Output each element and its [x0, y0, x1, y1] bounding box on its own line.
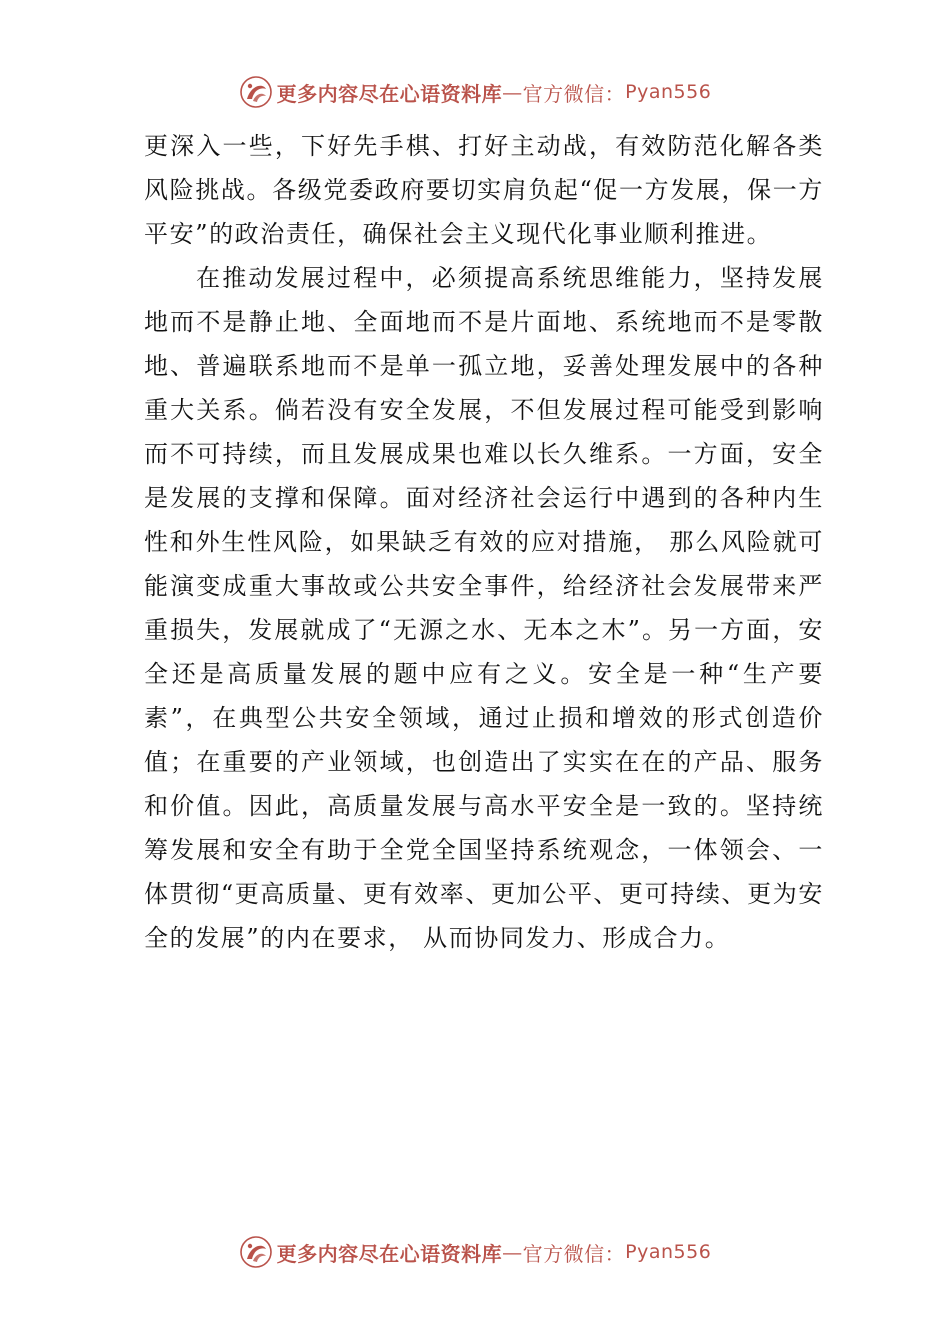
footer-separator: — [502, 1240, 523, 1264]
footer-brand-text: 更多内容尽在心语资料库 [276, 1241, 503, 1266]
swirl-logo-icon [239, 1235, 273, 1269]
header-separator: — [502, 80, 523, 104]
footer-watermark [0, 1232, 950, 1272]
header-wechat-id: Pyan556 [625, 81, 712, 103]
footer-wechat-id: Pyan556 [625, 1241, 712, 1263]
footer-wechat-label: 官方微信： [522, 1241, 626, 1266]
swirl-logo-icon [239, 75, 273, 109]
paragraph-2: 在推动发展过程中，必须提高系统思维能力，坚持发展地而不是静止地、全面地而不是片面地、系统地而不是零散地、普遍联系地而不是单一孤立地，妥善处理发展中的各种重大关系。倘若没有安全发展，不但发展过程可能受到影响而不可持续，而且发展成果也难以长久维系。一方面，安全是发展的支撑和保障。面对经济社会运行中遇到的各种内生性和外生性风险，如果缺乏有效的应对措施， 那么风险就可能演变成重大事故或公共安全事件，给经济社会发展带来严重损失，发展就成了“无源之水、无本之木”。另一方面，安全还是高质量发展的题中应有之义。安全是一种“生产要素”，在典型公共安全领域，通过止损和增效的形式创造价值；在重要的产业领域，也创造出了实实在在的产品、服务和价值。因此，高质量发展与高水平安全是一致的。坚持统筹发展和安全有助于全党全国坚持系统观念，一体领会、一体贯彻“更高质量、更有效率、更加公平、更可持续、更为安全的发展”的内在要求， 从而协同发力、形成合力。 [144, 264, 824, 952]
header-wechat-label: 官方微信： [522, 81, 626, 106]
document-body [144, 124, 824, 960]
header-brand-text: 更多内容尽在心语资料库 [276, 81, 503, 106]
paragraph-1: 更深入一些，下好先手棋、打好主动战，有效防范化解各类风险挑战。各级党委政府要切实肩负起“促一方发展，保一方平安”的政治责任，确保社会主义现代化事业顺利推进。 [144, 132, 824, 248]
header-watermark [0, 72, 950, 112]
